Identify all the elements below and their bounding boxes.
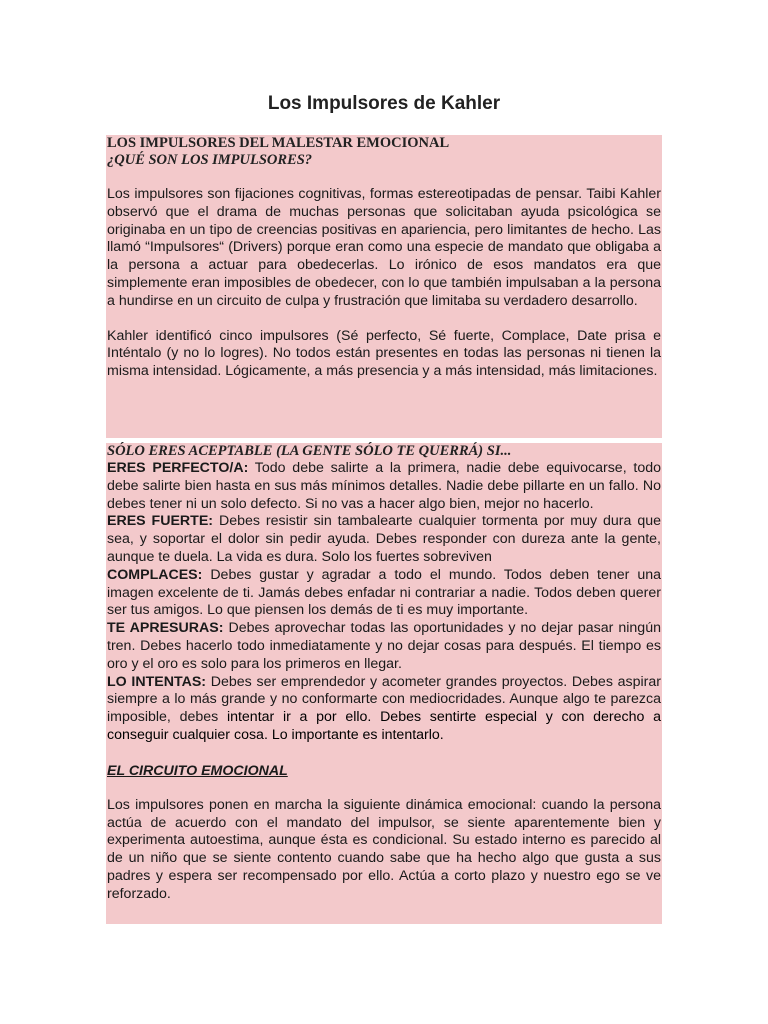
driver-label: LO INTENTAS: <box>107 673 207 690</box>
driver-item-apresuras <box>106 620 662 673</box>
driver-item-complaces <box>106 567 662 620</box>
intro-paragraph-2: Kahler identificó cinco impulsores (Sé perfecto, Sé fuerte, Complace, Date prisa e Inténtalo (y no lo logres). No todos están presentes en todas las personas ni tienen la misma intensidad. Lógicamente, a más presencia y a más intensidad, más limitaciones. <box>107 327 661 380</box>
driver-label: COMPLACES: <box>107 566 203 583</box>
driver-item-fuerte <box>106 513 662 566</box>
driver-text: Todo debe salirte a la primera, nadie debe equivocarse, todo debe salirte bien hasta en sus más mínimos detalles. Nadie debe pillarte en un fallo. No debes tener ni un solo defecto. Si no vas a hacer algo bien, mejor no hacerlo. <box>107 460 661 512</box>
highlighted-section-intro <box>106 135 662 438</box>
driver-text: Debes ser emprendedor y acometer grandes proyectos. Debes aspirar siempre a lo más grande y no conformarte con mediocridades. Aunque algo te parezca imposible, debes <box>107 673 661 726</box>
driver-item-perfecto <box>106 460 662 513</box>
driver-text: Debes gustar y agradar a todo el mundo. Todos deben tener una imagen excelente de ti. Jamás debes enfadar ni contrariar a nadie. Todos deben querer ser tus amigos. Lo que piensen los demás de ti es muy importante. <box>107 566 661 619</box>
circuit-subheading: EL CIRCUITO EMOCIONAL <box>107 762 288 779</box>
intro-paragraph-1: Los impulsores son fijaciones cognitivas, formas estereotipadas de pensar. Taibi Kahler observó que el drama de muchas personas que solicitaban ayuda psicológica se originaba en un tipo de creencias positivas en apariencia, pero limitantes de hecho. Las llamó “Impulsores“ (Drivers) porque eran como una especie de mandato que obligaba a la persona a actuar para obedecerlas. Lo irónico de esos mandatos era que simplemente eran imposibles de obedecer, con lo que también impulsaban a la persona a hundirse en un circuito de culpa y frustración que limitaba su verdadero desarrollo. <box>107 186 661 309</box>
highlighted-section-drivers <box>106 443 662 924</box>
driver-label: TE APRESURAS: <box>107 620 224 637</box>
page-title: Los Impulsores de Kahler <box>267 93 501 114</box>
driver-item-intentas <box>106 674 662 745</box>
section-question: ¿QUÉ SON LOS IMPULSORES? <box>107 152 313 168</box>
driver-text-dark: intentar ir a por ello. Debes sentirte especial y con derecho a conseguir cualquier cosa. Lo importante es intentarlo. <box>107 709 661 743</box>
driver-label: ERES FUERTE: <box>107 513 214 530</box>
driver-text: Debes resistir sin tambalearte cualquier tormenta por muy dura que sea, y soportar el dolor sin pedir ayuda. Debes responder con dureza ante la gente, aunque te duela. La vida es dura. Solo los fuertes sobreviven <box>107 513 661 565</box>
driver-text: Debes aprovechar todas las oportunidades y no dejar pasar ningún tren. Debes hacerlo todo inmediatamente y no dejar cosas para después. El tiempo es oro y el oro es solo para los primeros en llegar. <box>107 620 661 672</box>
drivers-heading: SÓLO ERES ACEPTABLE (LA GENTE SÓLO TE QUERRÁ) SI... <box>107 443 512 459</box>
circuit-paragraph: Los impulsores ponen en marcha la siguiente dinámica emocional: cuando la persona actúa de acuerdo con el mandato del impulsor, se siente aparentemente bien y experimenta autoestima, aunque ésta es condicional. Su estado interno es parecido al de un niño que se siente contento cuando sabe que ha hecho algo que gusta a sus padres y espera ser recompensado por ello. Actúa a corto plazo y nuestro ego se ve reforzado. <box>107 796 661 902</box>
section-heading: LOS IMPULSORES DEL MALESTAR EMOCIONAL <box>107 135 450 151</box>
driver-label: ERES PERFECTO/A: <box>107 460 249 476</box>
